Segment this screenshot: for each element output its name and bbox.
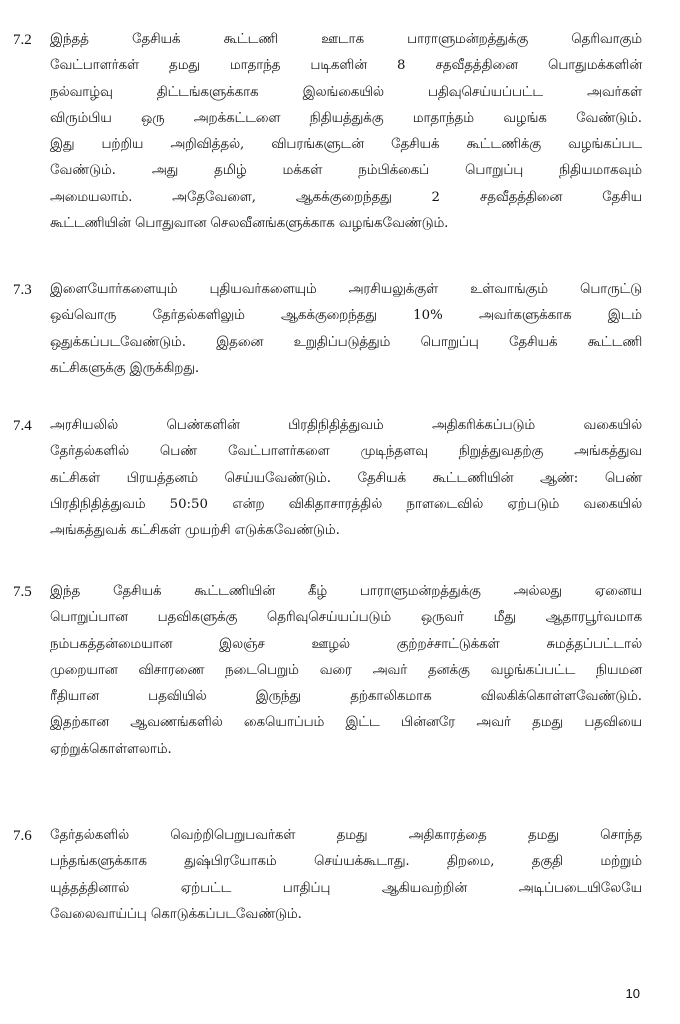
clause-line: விரும்பிய ஒரு அறக்கட்டளை நிதியத்துக்கு மாதாந்தம் வழங்க வேண்டும்.: [50, 110, 642, 126]
clause-line: இதற்கான ஆவணங்களில் கையொப்பம் இட்ட பின்னரே அவர் தமது பதவியை: [50, 715, 642, 731]
clause-line: அமையலாம். அதேவேளை, ஆகக்குறைந்தது 2 சதவீதத்தினை தேசிய: [50, 189, 642, 205]
clause-line: வேலைவாய்ப்பு கொடுக்கப்படவேண்டும்.: [50, 906, 302, 922]
clause-line: ரீதியான பதவியில் இருந்து தற்காலிகமாக விலகிக்கொள்ளவேண்டும்.: [50, 689, 642, 705]
clause-line: பொறுப்பான பதவிகளுக்கு தெரிவுசெய்யப்படும் ஒருவர் மீது ஆதாரபூர்வமாக: [50, 610, 642, 626]
clause-line: தேர்தல்களில் வெற்றிபெறுபவர்கள் தமது அதிகாரத்தை தமது சொந்த: [50, 828, 642, 843]
clause-number: 7.5: [13, 584, 32, 600]
clause-line: பிரதிநிதித்துவம் 50:50 என்ற விகிதாசாரத்தில் நாளடைவில் ஏற்படும் வகையில்: [50, 496, 642, 512]
clause-line: பந்தங்களுக்காக துஷ்பிரயோகம் செய்யக்கூடாது. திறமை, தகுதி மற்றும்: [50, 854, 642, 870]
clause-number: 7.6: [13, 828, 32, 844]
clause-line: கூட்டணியின் பொதுவான செலவீனங்களுக்காக வழங்கவேண்டும்.: [50, 216, 449, 232]
clause-line: முறையான விசாரணை நடைபெறும் வரை அவர் தனக்கு வழங்கப்பட்ட நியமன: [50, 662, 642, 678]
clause-line: ஏற்றுக்கொள்ளலாம்.: [50, 741, 172, 757]
clause-number: 7.3: [13, 282, 32, 298]
clause-line: அரசியலில் பெண்களின் பிரதிநிதித்துவம் அதிகரிக்கப்படும் வகையில்: [50, 418, 642, 433]
clause-line: கட்சிகள் பிரயத்தனம் செய்யவேண்டும். தேசியக் கூட்டணியின் ஆண்: பெண்: [50, 470, 642, 486]
clause-line: நம்பகத்தன்மையான இலஞ்ச ஊழல் குற்றச்சாட்டுக்கள் சுமத்தப்பட்டால்: [50, 636, 642, 652]
clause-line: தேர்தல்களில் பெண் வேட்பாளர்களை முடிந்தளவு நிறுத்துவதற்கு அங்கத்துவ: [50, 444, 642, 460]
page-number: 10: [625, 986, 640, 1001]
clause-line: இளையோர்களையும் புதியவர்களையும் அரசியலுக்குள் உள்வாங்கும் பொருட்டு: [50, 282, 642, 297]
clause-line: ஒதுக்கப்படவேண்டும். இதனை உறுதிப்படுத்தும் பொறுப்பு தேசியக் கூட்டணி: [50, 334, 642, 350]
clause-line: இந்தத் தேசியக் கூட்டணி ஊடாக பாராளுமன்றத்துக்கு தெரிவாகும்: [50, 32, 642, 47]
clause-line: இந்த தேசியக் கூட்டணியின் கீழ் பாராளுமன்றத்துக்கு அல்லது ஏனைய: [50, 584, 642, 599]
clause-line: வேண்டும். அது தமிழ் மக்கள் நம்பிக்கைப் பொறுப்பு நிதியமாகவும்: [50, 163, 642, 179]
clause-line: வேட்பாளர்கள் தமது மாதாந்த படிகளின் 8 சதவீதத்தினை பொதுமக்களின்: [50, 58, 642, 74]
clause-line: அங்கத்துவக் கட்சிகள் முயற்சி எடுக்கவேண்டும்.: [50, 523, 340, 539]
clause-line: யுத்தத்தினால் ஏற்பட்ட பாதிப்பு ஆகியவற்றின் அடிப்படையிலேயே: [50, 880, 642, 896]
clause-line: கட்சிகளுக்கு இருக்கிறது.: [50, 360, 200, 376]
clause-line: ஒவ்வொரு தேர்தல்களிலும் ஆகக்குறைந்தது 10% அவர்களுக்காக இடம்: [50, 308, 642, 324]
clause-number: 7.2: [13, 32, 32, 48]
clause-line: நல்வாழ்வு திட்டங்களுக்காக இலங்கையில் பதிவுசெய்யப்பட்ட அவர்கள்: [50, 84, 642, 100]
clause-number: 7.4: [13, 418, 32, 434]
clause-line: இது பற்றிய அறிவித்தல், விபரங்களுடன் தேசியக் கூட்டணிக்கு வழங்கப்பட: [50, 137, 642, 153]
